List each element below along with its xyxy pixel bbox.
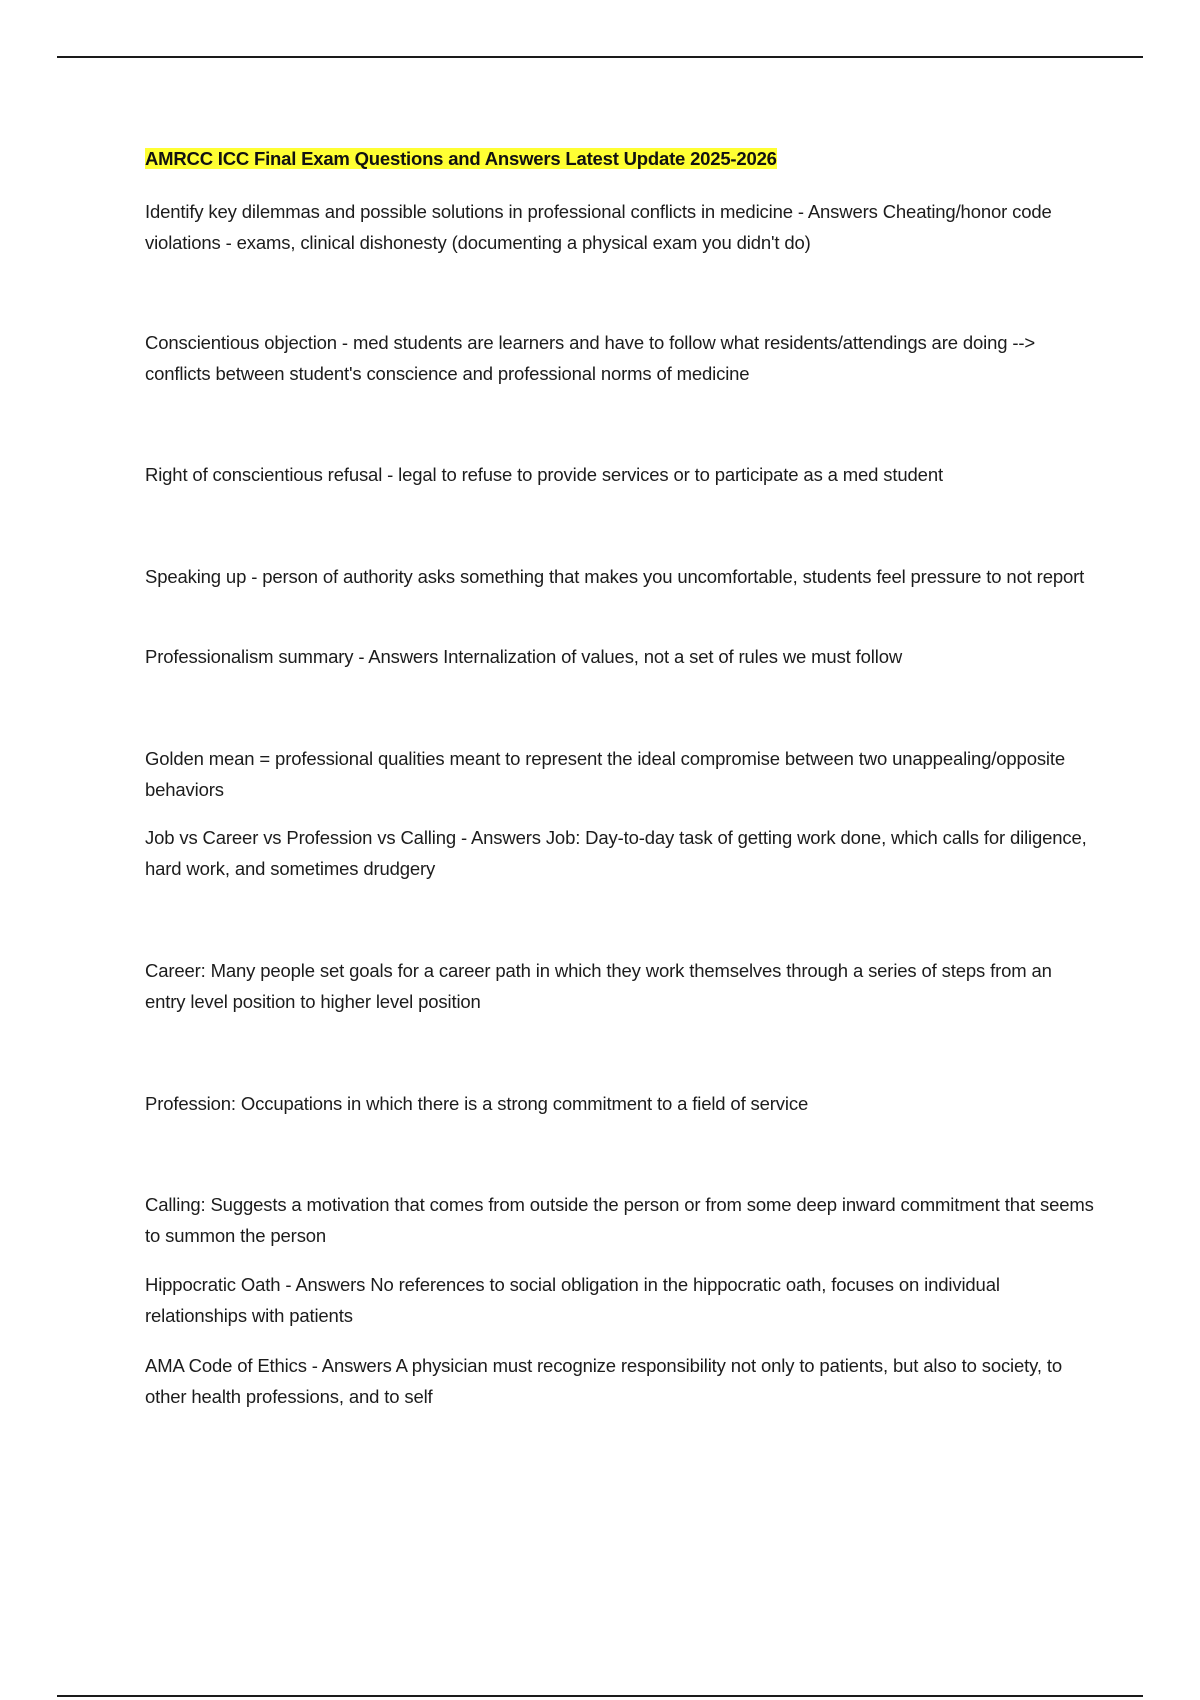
paragraph-hippocratic-oath: Hippocratic Oath - Answers No references to social obligation in the hippocratic oath, focuses on individual relationships with patients: [145, 1274, 1000, 1326]
paragraph-profession: Profession: Occupations in which there is a strong commitment to a field of service: [145, 1093, 809, 1114]
top-rule: [57, 56, 1143, 58]
paragraph-professionalism-summary: Professionalism summary - Answers Internalization of values, not a set of rules we must follow: [145, 646, 903, 667]
bottom-rule: [57, 1695, 1143, 1697]
document-body: [145, 146, 1095, 1407]
paragraph-conscientious-refusal: Right of conscientious refusal - legal to refuse to provide services or to participate as a med student: [145, 464, 943, 485]
paragraph-career: Career: Many people set goals for a career path in which they work themselves through a series of steps from an entry level position to higher level position: [145, 960, 1052, 1012]
document-title: AMRCC ICC Final Exam Questions and Answers Latest Update 2025-2026: [145, 148, 777, 169]
paragraph-speaking-up: Speaking up - person of authority asks something that makes you uncomfortable, students feel pressure to not report: [145, 566, 1085, 587]
paragraph-conscientious-objection: Conscientious objection - med students are learners and have to follow what residents/attendings are doing --> conflicts between student's conscience and professional norms of medicine: [145, 332, 1036, 384]
paragraph-dilemmas: Identify key dilemmas and possible solutions in professional conflicts in medicine - Answers Cheating/honor code violations - exams, clinical dishonesty (documenting a physical exam you didn't do): [145, 201, 1052, 253]
paragraph-golden-mean: Golden mean = professional qualities meant to represent the ideal compromise between two unappealing/opposite behaviors: [145, 748, 1066, 800]
paragraph-calling: Calling: Suggests a motivation that comes from outside the person or from some deep inward commitment that seems to summon the person: [145, 1194, 1094, 1246]
paragraph-ama-code: AMA Code of Ethics - Answers A physician must recognize responsibility not only to patients, but also to society, to other health professions, and to self: [145, 1355, 1062, 1407]
paragraph-job-career: Job vs Career vs Profession vs Calling - Answers Job: Day-to-day task of getting work done, which calls for diligence, hard work, and sometimes drudgery: [145, 827, 1087, 879]
